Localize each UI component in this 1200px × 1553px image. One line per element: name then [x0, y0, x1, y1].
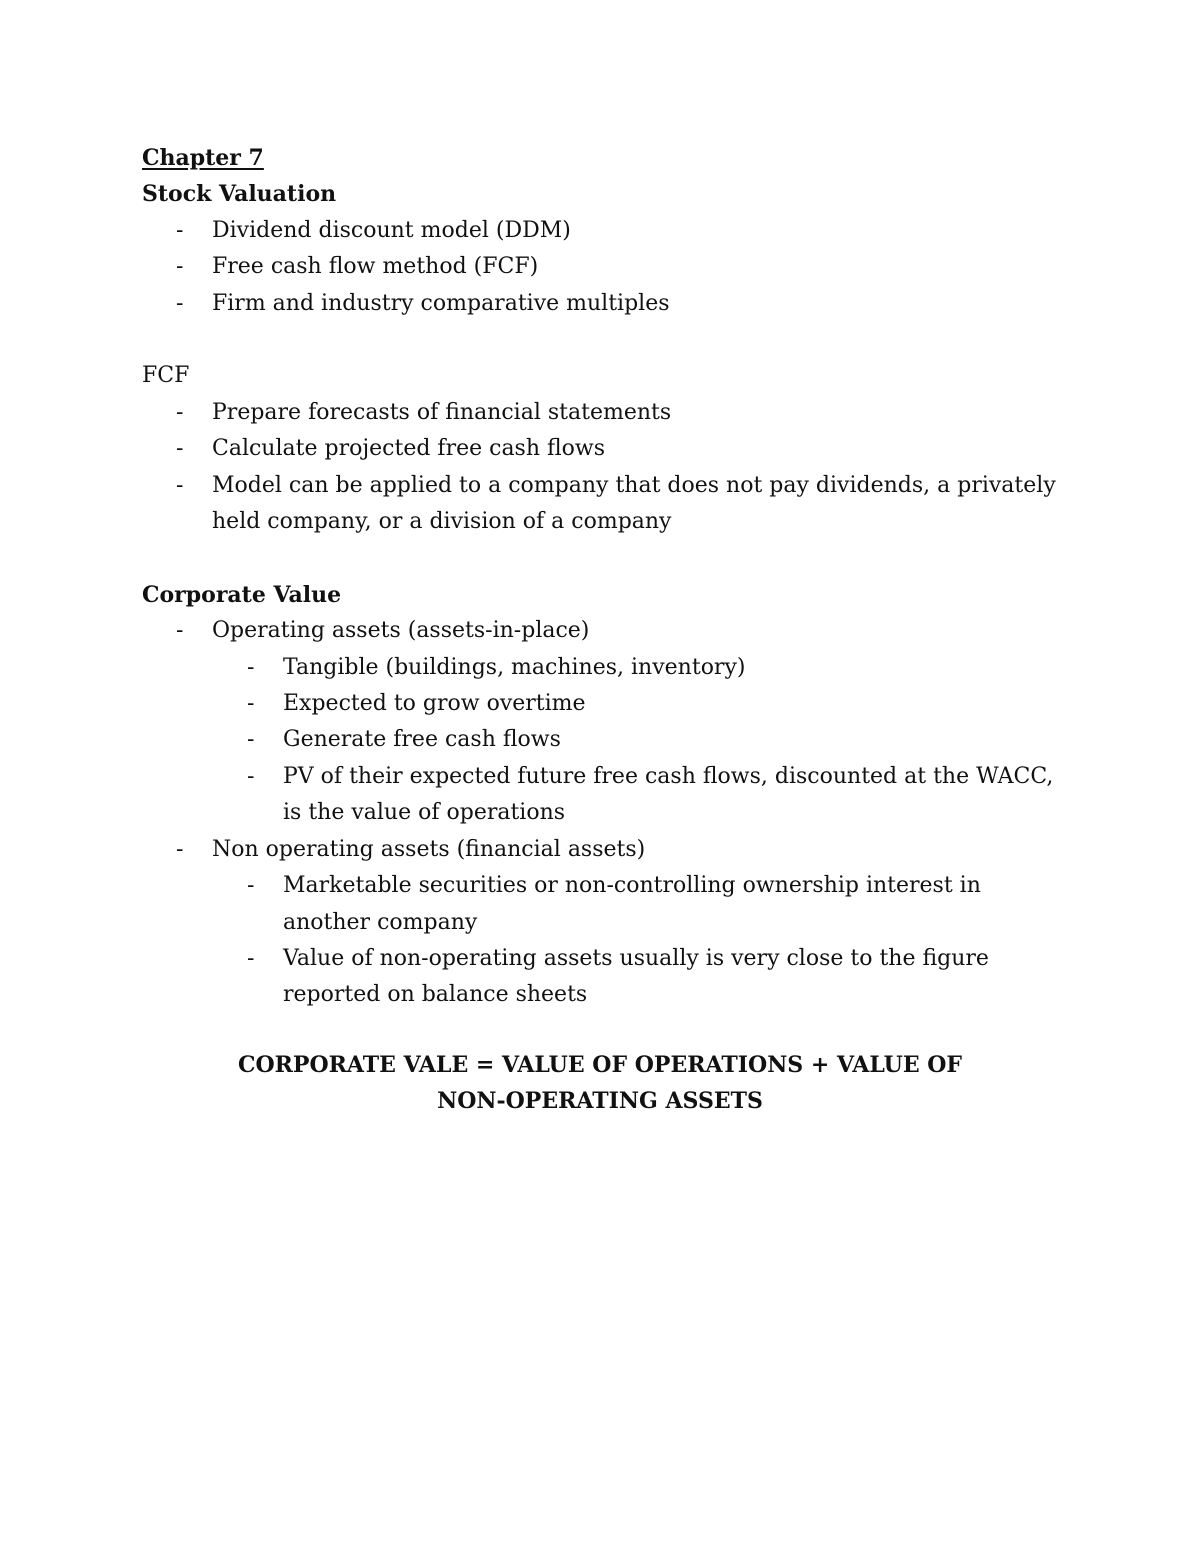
list-item: [142, 431, 1062, 467]
section-spacer: [142, 322, 1062, 358]
list-item-text: Value of non-operating assets usually is very close to the figure reported on balance sheets: [283, 945, 989, 1008]
list-item-text: Tangible (buildings, machines, inventory): [283, 654, 746, 680]
bullet-dash: -: [176, 254, 184, 280]
bullet-dash: -: [176, 217, 184, 243]
bullet-dash: -: [176, 290, 184, 316]
bullet-dash: -: [247, 691, 255, 717]
list-item-text: Non operating assets (financial assets): [212, 836, 646, 862]
list-item: [142, 249, 1062, 285]
section-spacer: [142, 540, 1062, 576]
list-item-operating-assets: [142, 613, 1062, 649]
list-item: [142, 395, 1062, 431]
list-item: [142, 468, 1062, 541]
list-item-text: Prepare forecasts of financial statements: [212, 399, 672, 425]
bullet-dash: -: [247, 945, 255, 971]
list-item: [142, 213, 1062, 249]
bullet-dash: -: [176, 399, 184, 425]
bullet-dash: -: [176, 472, 184, 498]
list-item-text: Generate free cash flows: [283, 727, 561, 753]
list-item-text: Dividend discount model (DDM): [212, 217, 571, 243]
sub-list-item: [142, 868, 1062, 941]
list-item-text: Free cash flow method (FCF): [212, 254, 539, 280]
list-item-text: PV of their expected future free cash flows, discounted at the WACC, is the value of operations: [283, 763, 1054, 826]
bullet-dash: -: [247, 727, 255, 753]
formula-line: CORPORATE VALE = VALUE OF OPERATIONS + VALUE OF: [237, 1052, 963, 1078]
chapter-title: Chapter 7: [142, 145, 264, 171]
sub-list-item: [142, 759, 1062, 832]
sub-list-item: [142, 686, 1062, 722]
list-item-non-operating-assets: [142, 832, 1062, 868]
corporate-value-heading: Corporate Value: [142, 581, 342, 608]
bullet-dash: -: [176, 436, 184, 462]
stock-valuation-heading: Stock Valuation: [142, 181, 337, 208]
fcf-heading: FCF: [142, 363, 190, 389]
list-item: [142, 286, 1062, 322]
list-item-text: Firm and industry comparative multiples: [212, 290, 670, 316]
list-item-text: Marketable securities or non-controlling ownership interest in another company: [283, 873, 981, 935]
list-item-text: Model can be applied to a company that does not pay dividends, a privately held company, or a division of a company: [212, 472, 1056, 535]
sub-list-item: [142, 941, 1062, 1014]
list-item-text: Calculate projected free cash flows: [212, 436, 606, 462]
sub-list-item: [142, 650, 1062, 686]
sub-list-item: [142, 722, 1062, 758]
bullet-dash: -: [176, 618, 184, 644]
bullet-dash: -: [247, 654, 255, 680]
corporate-value-formula: [142, 1047, 1058, 1120]
document-body: [142, 140, 1062, 1014]
list-item-text: Expected to grow overtime: [283, 691, 586, 717]
bullet-dash: -: [176, 836, 184, 862]
bullet-dash: -: [247, 873, 255, 899]
list-item-text: Operating assets (assets-in-place): [212, 618, 590, 644]
bullet-dash: -: [247, 763, 255, 789]
formula-line: NON-OPERATING ASSETS: [437, 1088, 763, 1115]
